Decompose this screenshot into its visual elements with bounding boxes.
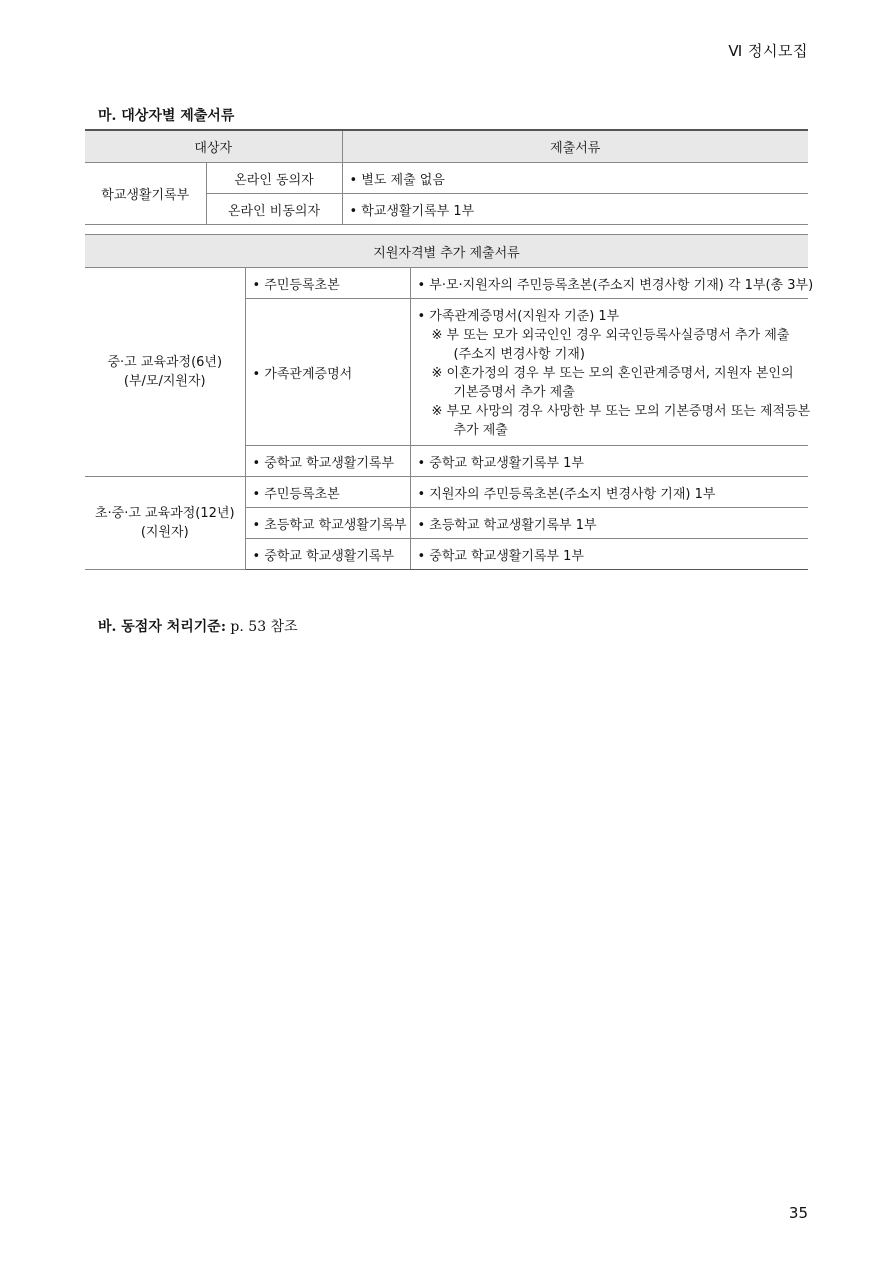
subtype-cell: 온라인 비동의자 [206, 194, 342, 225]
group-label-12yr: 초·중·고 교육과정(12년) (지원자) [85, 477, 245, 570]
subtype-cell: 온라인 동의자 [206, 163, 342, 194]
documents-cell: • 가족관계증명서(지원자 기준) 1부 ※ 부 또는 모가 외국인인 경우 외국인등록사실증명서 추가 제출 (주소지 변경사항 기재) ※ 이혼가정의 경우 부 또는 모의 혼인관계증명서, 지원자 본인의 기본증명서 추가 제출 ※ 부모 사망의 경우 사망한 부 또는 모의 기본증명서 또는 제적등본 추가 제출 [410, 299, 808, 446]
doc-type-cell: • 주민등록초본 [245, 477, 410, 508]
table-row [85, 163, 808, 194]
doc-type-cell: • 주민등록초본 [245, 268, 410, 299]
header-applicant: 대상자 [85, 130, 342, 163]
group-label-6yr: 중·고 교육과정(6년) (부/모/지원자) [85, 268, 245, 477]
documents-cell: • 학교생활기록부 1부 [342, 194, 808, 225]
page-number: 35 [788, 1204, 808, 1222]
group-label-school-record: 학교생활기록부 [85, 163, 206, 225]
documents-cell: • 지원자의 주민등록초본(주소지 변경사항 기재) 1부 [410, 477, 808, 508]
tie-break-title: 바. 동점자 처리기준: [98, 619, 226, 635]
table-row [85, 477, 808, 508]
section-title-ba [98, 616, 298, 636]
table-row [85, 268, 808, 299]
doc-type-cell: • 중학교 학교생활기록부 [245, 446, 410, 477]
documents-cell: • 초등학교 학교생활기록부 1부 [410, 508, 808, 539]
header-documents: 제출서류 [342, 130, 808, 163]
section-title-ma: 마. 대상자별 제출서류 [98, 108, 235, 124]
documents-cell: • 중학교 학교생활기록부 1부 [410, 446, 808, 477]
additional-documents-table [85, 234, 814, 570]
additional-documents-header: 지원자격별 추가 제출서류 [85, 235, 808, 268]
documents-cell: • 중학교 학교생활기록부 1부 [410, 539, 808, 570]
section-header: Ⅵ 정시모집 [728, 42, 808, 60]
documents-cell: • 부·모·지원자의 주민등록초본(주소지 변경사항 기재) 각 1부(총 3부) [410, 268, 808, 299]
doc-type-cell: • 가족관계증명서 [245, 299, 410, 446]
documents-by-applicant-table [85, 129, 808, 225]
doc-type-cell: • 초등학교 학교생활기록부 [245, 508, 410, 539]
documents-cell: • 별도 제출 없음 [342, 163, 808, 194]
doc-type-cell: • 중학교 학교생활기록부 [245, 539, 410, 570]
tie-break-reference: p. 53 참조 [225, 619, 298, 635]
